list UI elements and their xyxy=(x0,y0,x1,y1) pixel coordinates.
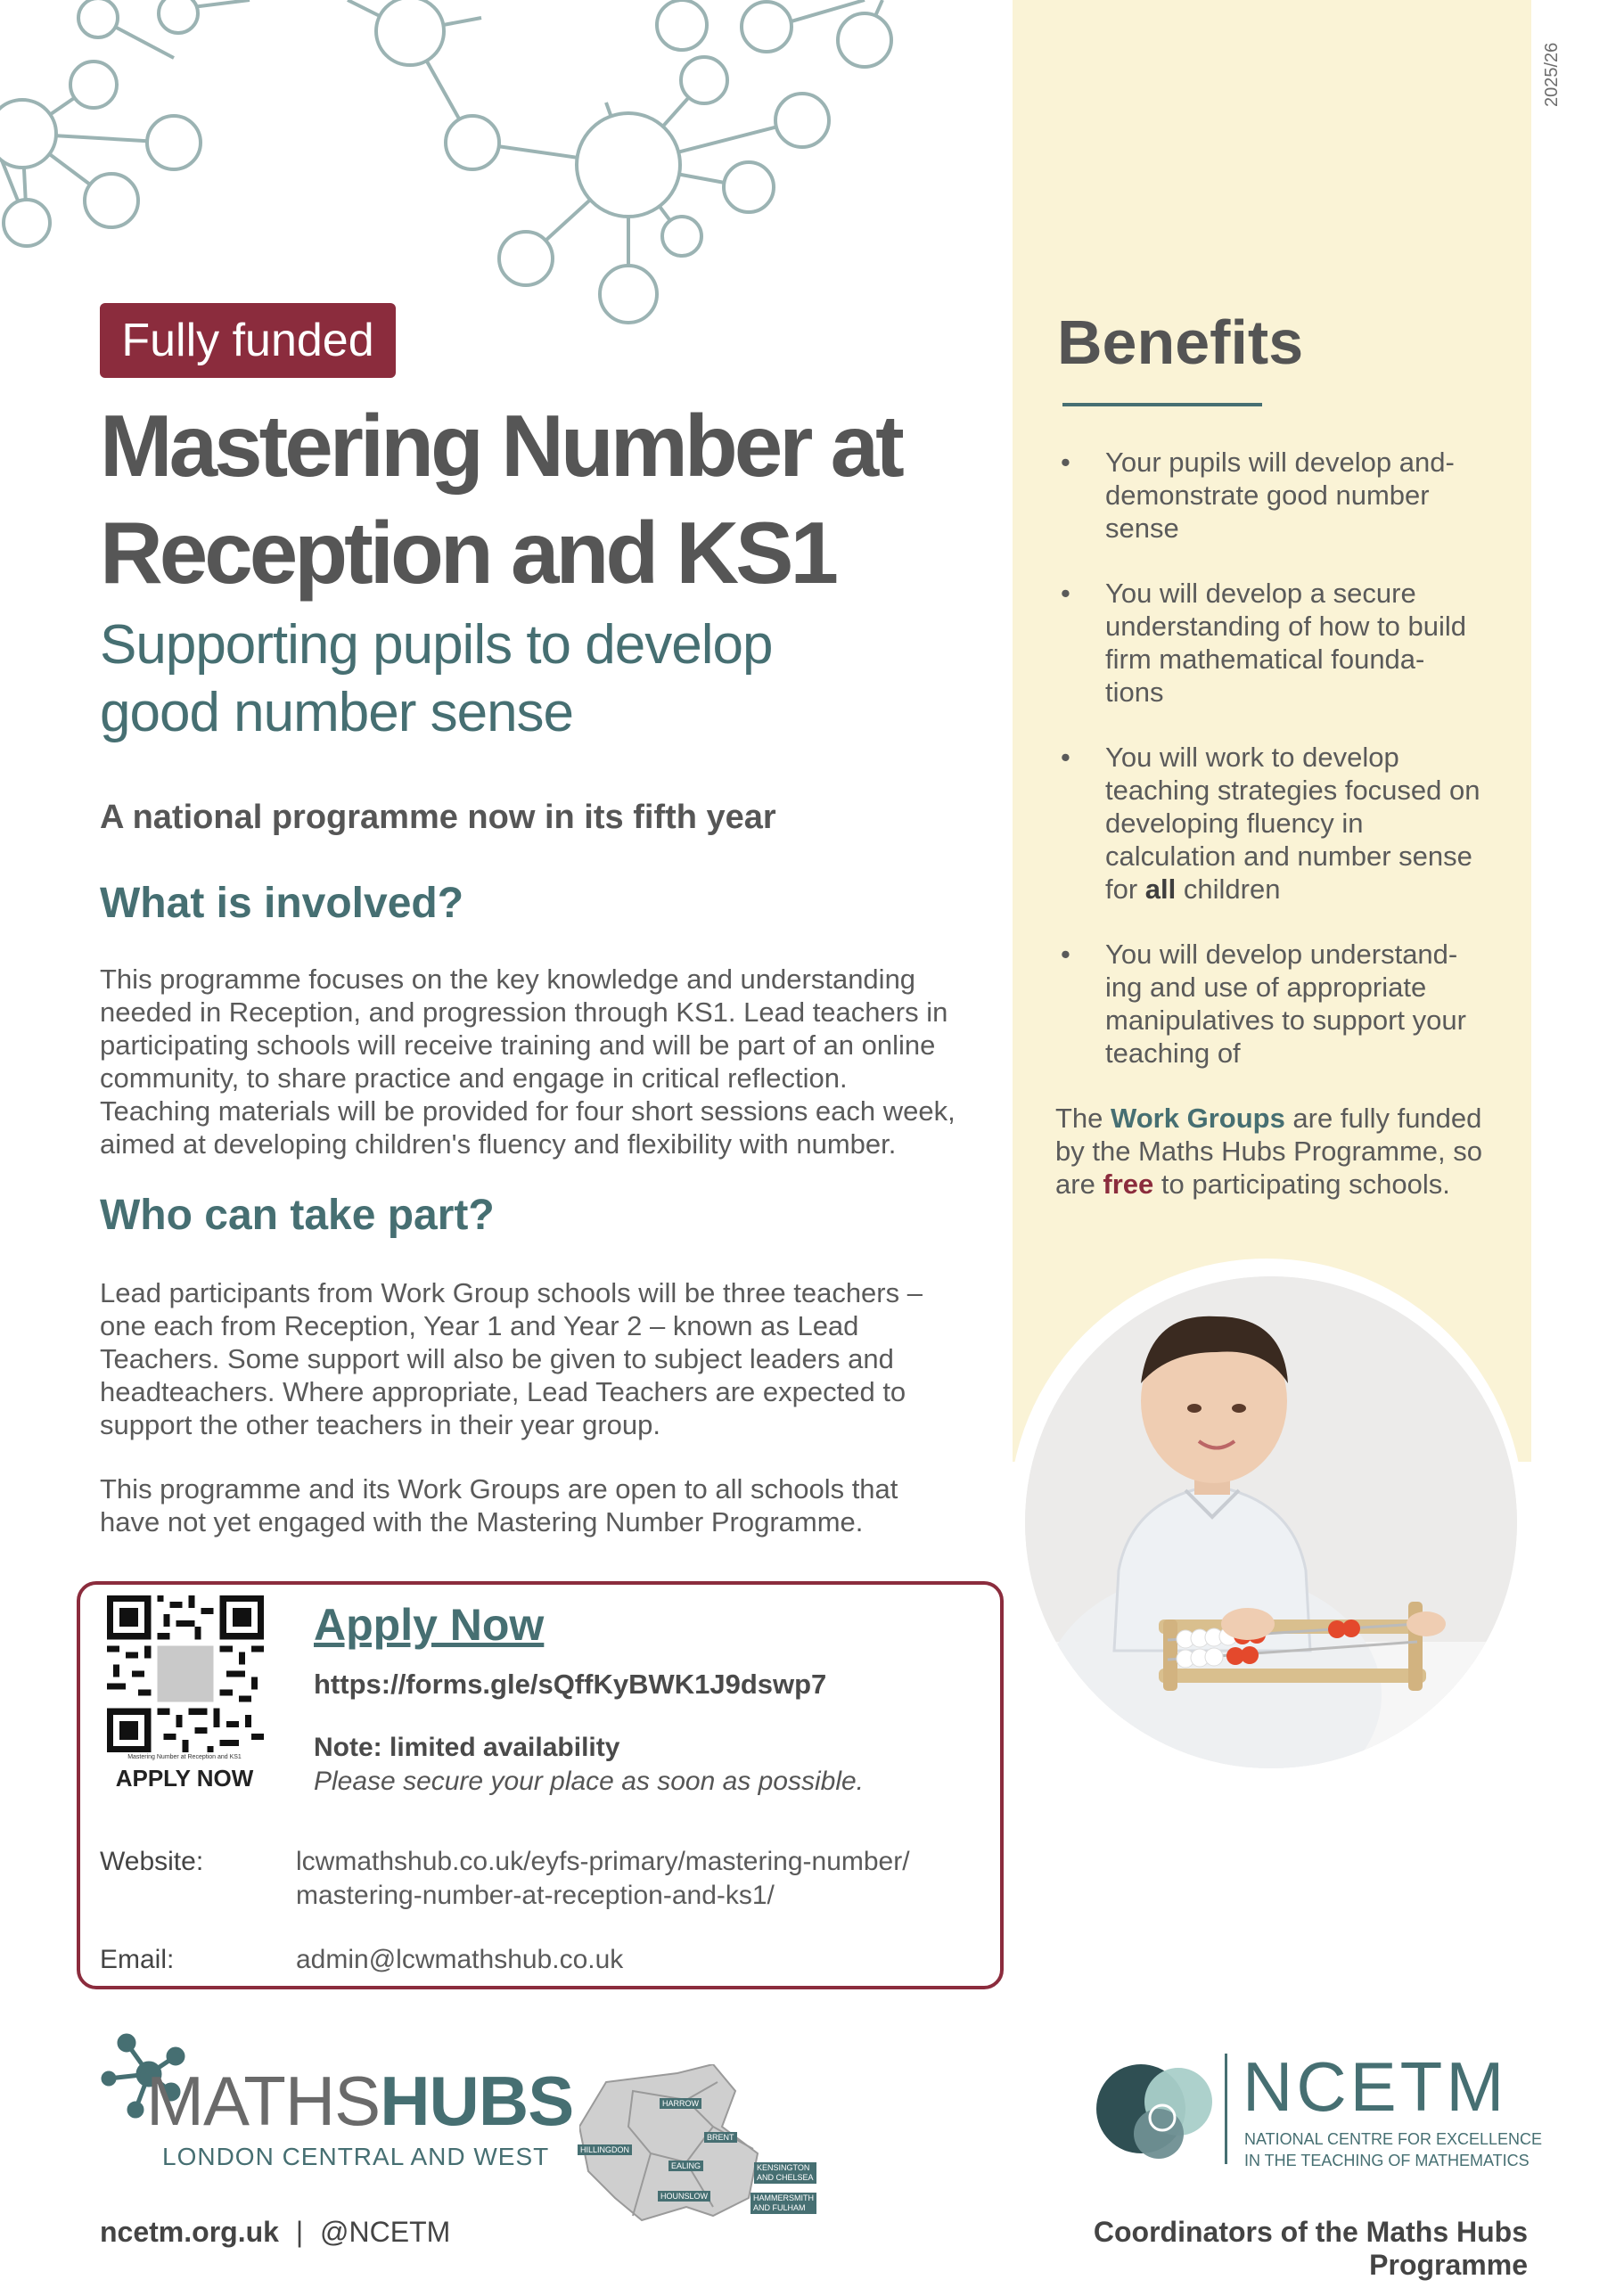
footer-links xyxy=(100,2216,450,2249)
email-link[interactable]: admin@lcwmathshub.co.uk xyxy=(296,1945,624,1974)
availability-note: Note: limited availability xyxy=(314,1733,620,1762)
map-label-brent: BRENT xyxy=(704,2132,737,2143)
title-line-2: Reception and KS1 xyxy=(100,504,836,602)
website-label: Website: xyxy=(100,1847,204,1876)
website-link[interactable]: lcwmathshub.co.uk/eyfs-primary/mastering-number/ mastering-number-at-reception-and-ks1/ xyxy=(296,1847,910,1910)
bullet-icon: • xyxy=(1061,578,1070,609)
map-label-hounslow: HOUNSLOW xyxy=(658,2191,710,2202)
ncetm-line-1: NATIONAL CENTRE FOR EXCELLENCE xyxy=(1244,2130,1543,2148)
involved-heading: What is involved? xyxy=(100,880,464,927)
logo-hubs-subtitle: LONDON CENTRAL AND WEST xyxy=(162,2143,550,2170)
ncetm-name: NCETM xyxy=(1243,2047,1508,2126)
map-label-hillingdon: HILLINGDON xyxy=(578,2144,632,2155)
qr-code-icon[interactable] xyxy=(107,1595,264,1752)
programme-lede: A national programme now in its fifth year xyxy=(100,799,776,836)
benefit-item: • Your pupils will develop and- demonstrate good number sense xyxy=(1061,447,1455,544)
maths-hubs-logo xyxy=(100,2025,574,2170)
bullet-icon: • xyxy=(1061,742,1070,773)
footer-site-link[interactable]: ncetm.org.uk xyxy=(100,2216,279,2248)
ncetm-divider xyxy=(1225,2054,1227,2164)
email-label: Email: xyxy=(100,1945,175,1974)
map-label-hammersmith: HAMMERSMITH AND FULHAM xyxy=(750,2193,816,2214)
qr-apply-label: APPLY NOW xyxy=(115,1765,254,1792)
map-label-harrow: HARROW xyxy=(660,2098,701,2109)
availability-subnote: Please secure your place as soon as possible. xyxy=(314,1767,865,1796)
bullet-icon: • xyxy=(1061,447,1070,478)
benefits-title: Benefits xyxy=(1057,308,1304,377)
apply-form-url[interactable]: https://forms.gle/sQffKyBWK1J9dswp7 xyxy=(314,1669,827,1700)
ncetm-line-2: IN THE TEACHING OF MATHEMATICS xyxy=(1244,2152,1530,2169)
page-subtitle xyxy=(100,611,973,747)
child-abacus-photo xyxy=(1025,1276,1517,1768)
subtitle-line-1: Supporting pupils to develop xyxy=(100,614,773,676)
benefit-item: • You will develop understand- ing and use of appropriate manipulatives to support your teaching of xyxy=(1061,939,1466,1069)
molecule-decoration xyxy=(0,0,945,339)
benefits-list xyxy=(1054,446,1490,1102)
qr-caption: Mastering Number at Reception and KS1 xyxy=(127,1754,242,1760)
footer-coordinators: Coordinators of the Maths Hubs Programme xyxy=(1093,2216,1528,2281)
map-label-kensington: KENSINGTON AND CHELSEA xyxy=(754,2162,816,2184)
benefit-item: • You will develop a secure understanding of how to build firm mathematical founda- tions xyxy=(1061,578,1467,708)
benefit-item: • You will work to develop teaching strategies focused on developing fluency in calculation and number sense for all children xyxy=(1061,742,1480,905)
title-line-1: Mastering Number at xyxy=(100,397,901,495)
logo-maths-text: MATHS xyxy=(146,2062,381,2140)
map-label-ealing: EALING xyxy=(668,2161,703,2171)
fully-funded-badge: Fully funded xyxy=(100,303,396,378)
bullet-icon: • xyxy=(1061,939,1070,970)
borough-map xyxy=(579,2064,820,2225)
subtitle-line-2: good number sense xyxy=(100,682,574,743)
who-body-1: Lead participants from Work Group schools will be three teachers – one each from Reception, Year 1 and Year 2 – known as Lead Teachers. Some support will also be given to subject leaders and headteachers. Where appropriate, Lead Teachers are expected to support the other teachers in their year group. xyxy=(100,1277,923,1440)
involved-body: This programme focuses on the key knowledge and understanding needed in Reception, and progression through KS1. Lead teachers in participating schools will receive training and will be part of an online community, to share practice and engage in critical reflection. Teaching materials will be provided for four short sessions each week, aimed at developing children's fluency and flexibility with number. xyxy=(100,964,956,1160)
who-body-2: This programme and its Work Groups are open to all schools that have not yet engaged with the Mastering Number Programme. xyxy=(100,1473,898,1538)
ncetm-circles-icon xyxy=(1089,2046,1223,2180)
funding-statement: The Work Groups are fully funded by the Maths Hubs Programme, so are free to participating schools. xyxy=(1055,1103,1482,1200)
year-label: 2025/26 xyxy=(1542,42,1562,107)
who-heading: Who can take part? xyxy=(100,1192,495,1239)
ncetm-logo xyxy=(1089,2046,1543,2180)
footer-handle-link[interactable]: @NCETM xyxy=(320,2216,451,2248)
logo-hubs-text: HUBS xyxy=(380,2062,574,2140)
benefits-divider xyxy=(1062,403,1262,406)
page-title xyxy=(100,392,973,606)
apply-now-link[interactable]: Apply Now xyxy=(314,1600,545,1650)
footer-separator: | xyxy=(295,2216,304,2248)
